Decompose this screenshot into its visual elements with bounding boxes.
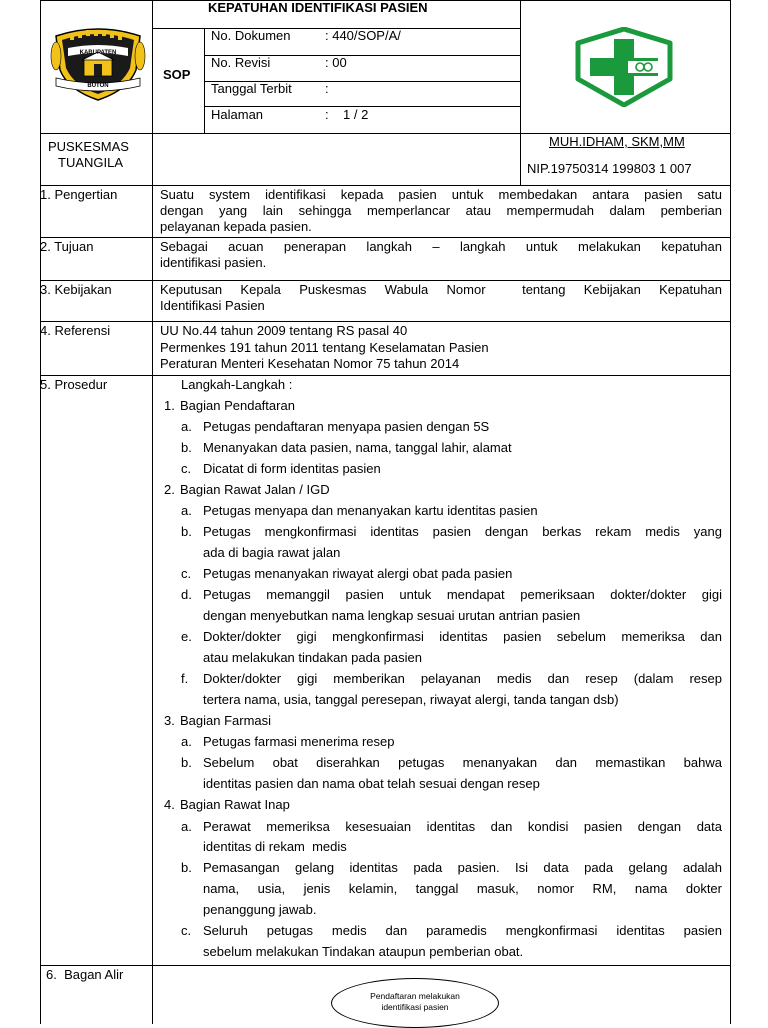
item-line: dengan menyebutkan nama lengkap sesuai urutan antrian pasien <box>203 608 581 623</box>
flow-box-line: identifikasi pasien <box>381 1002 449 1012</box>
group-title: Bagian Rawat Jalan / IGD <box>180 482 330 497</box>
item-line: ada di bagia rawat jalan <box>203 545 341 560</box>
item-line: Pemasangan gelang identitas pada pasien. Isi data pada gelang adalah <box>203 860 722 875</box>
item-line: Dicatat di form identitas pasien <box>203 461 381 476</box>
item-line: identitas di rekam medis <box>203 839 347 854</box>
section-label-tujuan: 2. Tujuan <box>40 239 94 254</box>
logo-text-top: KABUPATEN <box>79 50 117 56</box>
item-line: atau melakukan tindakan pada pasien <box>203 650 422 665</box>
table-border-left <box>40 0 41 1024</box>
puskesmas-logo <box>574 27 674 107</box>
group-number: 4. <box>164 797 175 812</box>
item-letter: b. <box>181 860 192 875</box>
prosedur-intro: Langkah-Langkah : <box>181 377 293 392</box>
logo-text-bottom: BUTON <box>87 83 109 89</box>
item-letter: b. <box>181 524 192 539</box>
item-line: Sebelum obat diserahkan petugas menanyakan dan memastikan bahwa <box>203 755 722 770</box>
field-value-tanggal-terbit: : <box>325 81 329 96</box>
flow-start-oval <box>331 978 499 1028</box>
row-divider-3 <box>40 280 730 281</box>
item-letter: c. <box>181 461 192 476</box>
column-divider <box>152 0 153 1024</box>
item-letter: c. <box>181 923 192 938</box>
item-line: Petugas menyapa dan menanyakan kartu identitas pasien <box>203 503 538 518</box>
item-line: nama, usia, jenis kelamin, tanggal masuk, nomor RM, nama dokter <box>203 881 722 896</box>
field-value-no-dokumen: : 440/SOP/A/ <box>325 28 401 43</box>
section-label-kebijakan: 3. Kebijakan <box>40 282 112 297</box>
pengertian-line: Suatu system identifikasi kepada pasien untuk membedakan antara pasien satu <box>160 187 722 202</box>
document-title: KEPATUHAN IDENTIFIKASI PASIEN <box>208 0 428 15</box>
item-line: identitas pasien dan nama obat telah sesuai dengan resep <box>203 776 540 791</box>
tujuan-line: Sebagai acuan penerapan langkah – langkah untuk melakukan kepatuhan <box>160 239 722 254</box>
row-divider-2 <box>40 237 730 238</box>
item-line: Dokter/dokter gigi mengkonfirmasi identitas pasien sebelum memeriksa dan <box>203 629 722 644</box>
flow-box-line: Pendaftaran melakukan <box>370 991 460 1001</box>
item-line: Petugas pendaftaran menyapa pasien dengan 5S <box>203 419 490 434</box>
field-label-tanggal-terbit: Tanggal Terbit <box>211 81 292 96</box>
item-line: Petugas menanyakan riwayat alergi obat pada pasien <box>203 566 513 581</box>
pengertian-line: pelayanan kepada pasien. <box>160 219 312 234</box>
kabupaten-logo <box>48 26 148 104</box>
item-letter: b. <box>181 755 192 770</box>
field-label-no-dokumen: No. Dokumen <box>211 28 291 43</box>
sop-label: SOP <box>163 67 191 82</box>
kebijakan-line: Keputusan Kepala Puskesmas Wabula Nomor tentang Kebijakan Kepatuhan <box>160 282 722 297</box>
signer-nip: NIP.19750314 199803 1 007 <box>527 161 692 176</box>
item-letter: a. <box>181 734 192 749</box>
row-divider-6 <box>40 965 730 966</box>
item-line: Petugas memanggil pasien untuk mendapat pemeriksaan dokter/dokter gigi <box>203 587 722 602</box>
referensi-line: Peraturan Menteri Kesehatan Nomor 75 tahun 2014 <box>160 356 460 371</box>
group-number: 3. <box>164 713 175 728</box>
fields-divider <box>520 0 521 185</box>
item-line: Petugas mengkonfirmasi identitas pasien dengan berkas rekam medis yang <box>203 524 722 539</box>
section-label-bagan-alir: 6. Bagan Alir <box>46 967 124 982</box>
item-line: Seluruh petugas medis dan paramedis mengkonfirmasi identitas pasien <box>203 923 722 938</box>
group-title: Bagian Rawat Inap <box>180 797 290 812</box>
item-line: tertera nama, usia, tanggal peresepan, riwayat alergi, tanda tangan dsb) <box>203 692 619 707</box>
group-title: Bagian Farmasi <box>180 713 272 728</box>
row-divider-4 <box>40 321 730 322</box>
item-line: sebelum melakukan Tindakan ataupun pemberian obat. <box>203 944 524 959</box>
item-line: Perawat memeriksa kesesuaian identitas dan kondisi pasien dengan data <box>203 819 722 834</box>
field-label-halaman: Halaman <box>211 107 264 122</box>
item-line: Menanyakan data pasien, nama, tanggal lahir, alamat <box>203 440 512 455</box>
item-letter: a. <box>181 419 192 434</box>
pengertian-line: dengan yang lain sehingga memperlancar atau mempermudah dalam pemberian <box>160 203 722 218</box>
section-label-referensi: 4. Referensi <box>40 323 111 338</box>
item-letter: f. <box>181 671 189 686</box>
org-name-line2: TUANGILA <box>58 155 124 170</box>
group-title: Bagian Pendaftaran <box>180 398 295 413</box>
item-line: penanggung jawab. <box>203 902 317 917</box>
row-divider-1 <box>40 185 730 186</box>
signer-name: MUH.IDHAM, SKM,MM <box>549 134 685 149</box>
group-number: 2. <box>164 482 175 497</box>
org-name-line1: PUSKESMAS <box>48 139 129 154</box>
referensi-line: Permenkes 191 tahun 2011 tentang Keselamatan Pasien <box>160 340 489 355</box>
item-letter: b. <box>181 440 192 455</box>
field-label-no-revisi: No. Revisi <box>211 55 271 70</box>
section-label-pengertian: 1. Pengertian <box>40 187 118 202</box>
item-line: Petugas farmasi menerima resep <box>203 734 395 749</box>
table-border-right <box>730 0 731 1024</box>
item-letter: c. <box>181 566 192 581</box>
row-divider-5 <box>40 375 730 376</box>
item-letter: a. <box>181 503 192 518</box>
referensi-line: UU No.44 tahun 2009 tentang RS pasal 40 <box>160 323 408 338</box>
section-label-prosedur: 5. Prosedur <box>40 377 108 392</box>
item-line: Dokter/dokter gigi memberikan pelayanan medis dan resep (dalam resep <box>203 671 722 686</box>
kebijakan-line: Identifikasi Pasien <box>160 298 265 313</box>
tujuan-line: identifikasi pasien. <box>160 255 267 270</box>
item-letter: e. <box>181 629 192 644</box>
field-value-no-revisi: : 00 <box>325 55 347 70</box>
field-value-halaman: : 1 / 2 <box>325 107 369 122</box>
item-letter: a. <box>181 819 192 834</box>
item-letter: d. <box>181 587 192 602</box>
group-number: 1. <box>164 398 175 413</box>
